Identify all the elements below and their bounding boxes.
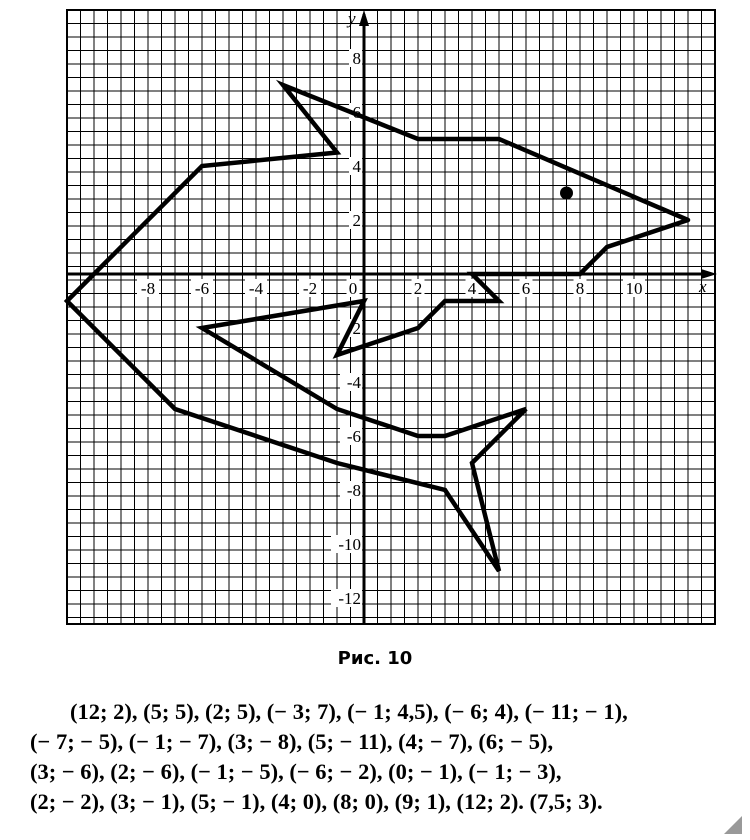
tick-label: -6 — [346, 427, 361, 446]
eye-point — [560, 187, 573, 200]
tick-label: -2 — [346, 319, 361, 338]
tick-label: 6 — [521, 279, 531, 298]
coords-line: (− 7; − 5), (− 1; − 7), (3; − 8), (5; − 11), (4; − 7), (6; − 5), — [30, 729, 554, 754]
tick-label: 10 — [625, 279, 643, 298]
coords-line: (12; 2), (5; 5), (2; 5), (− 3; 7), (− 1; 4,5), (− 6; 4), (− 11; − 1), — [70, 699, 628, 724]
tick-label: -4 — [346, 373, 361, 392]
tick-label: -8 — [140, 279, 156, 298]
coords-line: (3; − 6), (2; − 6), (− 1; − 5), (− 6; − 2), (0; − 1), (− 1; − 3), — [30, 759, 562, 784]
tick-label: -8 — [346, 481, 361, 500]
tick-label: -10 — [338, 535, 361, 554]
tick-label: -2 — [302, 279, 318, 298]
y-axis-arrow — [359, 10, 369, 26]
figure-caption: Рис. 10 — [337, 648, 413, 669]
coordinates-text — [30, 697, 742, 817]
tick-label: -4 — [248, 279, 264, 298]
tick-label: 0 — [348, 279, 358, 298]
axes — [67, 10, 717, 624]
coords-line: (2; − 2), (3; − 1), (5; − 1), (4; 0), (8; 0), (9; 1), (12; 2). (7,5; 3). — [30, 789, 603, 814]
tick-label: 2 — [352, 211, 361, 230]
tick-label: 4 — [352, 157, 361, 176]
tick-label: -6 — [194, 279, 210, 298]
page-corner-mark — [724, 816, 742, 834]
tick-label: -12 — [338, 589, 361, 608]
tick-label: 8 — [352, 49, 361, 68]
x-axis-label: x — [699, 277, 707, 296]
tick-label: 2 — [413, 279, 423, 298]
tick-label: 4 — [467, 279, 477, 298]
y-axis-label: y — [348, 9, 356, 28]
tick-label: 6 — [352, 103, 361, 122]
tick-label: 8 — [575, 279, 585, 298]
grid — [67, 10, 715, 624]
